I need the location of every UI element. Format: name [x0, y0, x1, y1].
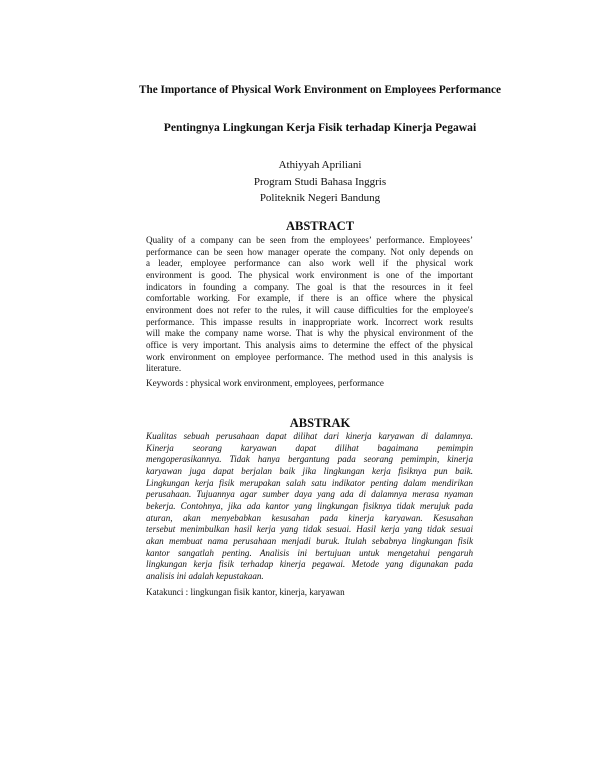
abstrak-line: bekerja. Contohnya, jika ada kantor yang lingkungan fisiknya tidak merujuk pada: [146, 500, 473, 511]
author-block: [40, 157, 600, 207]
abstrak-line: Kualitas sebuah perusahaan dapat dilihat dari kinerja karyawan di dalamnya.: [146, 431, 473, 441]
abstract-line: environment is good. The physical work environment is one of the important: [146, 269, 473, 280]
abstrak-line: aturan, akan menyebabkan kesusahan pada kinerja karyawan. Kesusahan: [146, 512, 473, 523]
abstrak-body: [146, 431, 473, 583]
abstract-line: office is very important. This analysis aims to determine the effect of the physical: [146, 339, 473, 350]
abstract-line: Quality of a company can be seen from the employees’ performance. Employees’: [146, 235, 473, 245]
abstract-line: work environment on employee performance. The method used in this analysis is: [146, 351, 473, 362]
abstrak-line: analisis ini adalah kepustakaan.: [146, 570, 264, 581]
abstrak-line: lingkungan kerja fisik terhadap kinerja pegawai. Metode yang digunakan pada: [146, 559, 473, 570]
author-name: Athiyyah Apriliani: [278, 159, 362, 171]
abstrak-line: kantor sangatlah penting. Analisis ini bertujuan untuk mengetahui pengaruh: [146, 547, 473, 558]
abstract-line: environment does not refer to the rules, it will cause difficulties for the employee's: [146, 304, 473, 315]
author-institution: Politeknik Negeri Bandung: [259, 192, 381, 204]
abstrak-line: Lingkungan kerja fisik merupakan salah satu indikator penting dalam mendirikan: [146, 477, 473, 488]
abstract-heading: ABSTRACT: [285, 219, 355, 233]
paper-title: The Importance of Physical Work Environment on Employees Performance: [139, 84, 501, 96]
abstrak-line: karyawan juga dapat berjalan baik jika lingkungan kerja fisiknya pun baik.: [146, 465, 473, 476]
abstract-line: performance. This impasse results in inappropriate work. Incorrect work results: [146, 316, 473, 327]
abstract-line: comfortable working. For example, if there is an office where the physical: [146, 293, 473, 304]
abstrak-heading: ABSTRAK: [289, 416, 351, 430]
paper-subtitle: Pentingnya Lingkungan Kerja Fisik terhadap Kinerja Pegawai: [163, 121, 477, 134]
abstract-keywords: Keywords : physical work environment, employees, performance: [146, 378, 384, 388]
author-department: Program Studi Bahasa Inggris: [253, 175, 387, 188]
abstract-line: indicators in founding a company. The goal is that the resources in it feel: [146, 281, 473, 292]
abstract-line: literature.: [146, 363, 182, 374]
abstract-body: [146, 235, 473, 375]
abstrak-line: mengoperasikannya. Tidak hanya bergantung pada seorang pemimpin, kinerja: [146, 454, 473, 465]
abstract-line: will make the company name worse. That is why the physical environment of the: [146, 328, 473, 339]
abstrak-line: tersebut menimbulkan hasil kerja yang tidak sesuai. Hasil kerja yang tidak sesuai: [146, 524, 473, 535]
abstract-line: a leader, employee performance can also work well if the physical work: [146, 258, 473, 269]
abstrak-line: akan membuat nama perusahaan menjadi buruk. Itulah sebabnya lingkungan fisik: [146, 535, 473, 546]
abstrak-keywords: Katakunci : lingkungan fisik kantor, kinerja, karyawan: [146, 587, 345, 597]
abstrak-line: perusahaan. Tujuannya agar sumber daya yang ada di dalamnya merasa nyaman: [146, 489, 473, 500]
abstract-line: performance can be seen how manager operate the company. Not only depends on: [146, 246, 473, 257]
abstrak-line: Kinerja seorang karyawan dapat dilihat bagaimana pemimpin: [146, 442, 473, 453]
